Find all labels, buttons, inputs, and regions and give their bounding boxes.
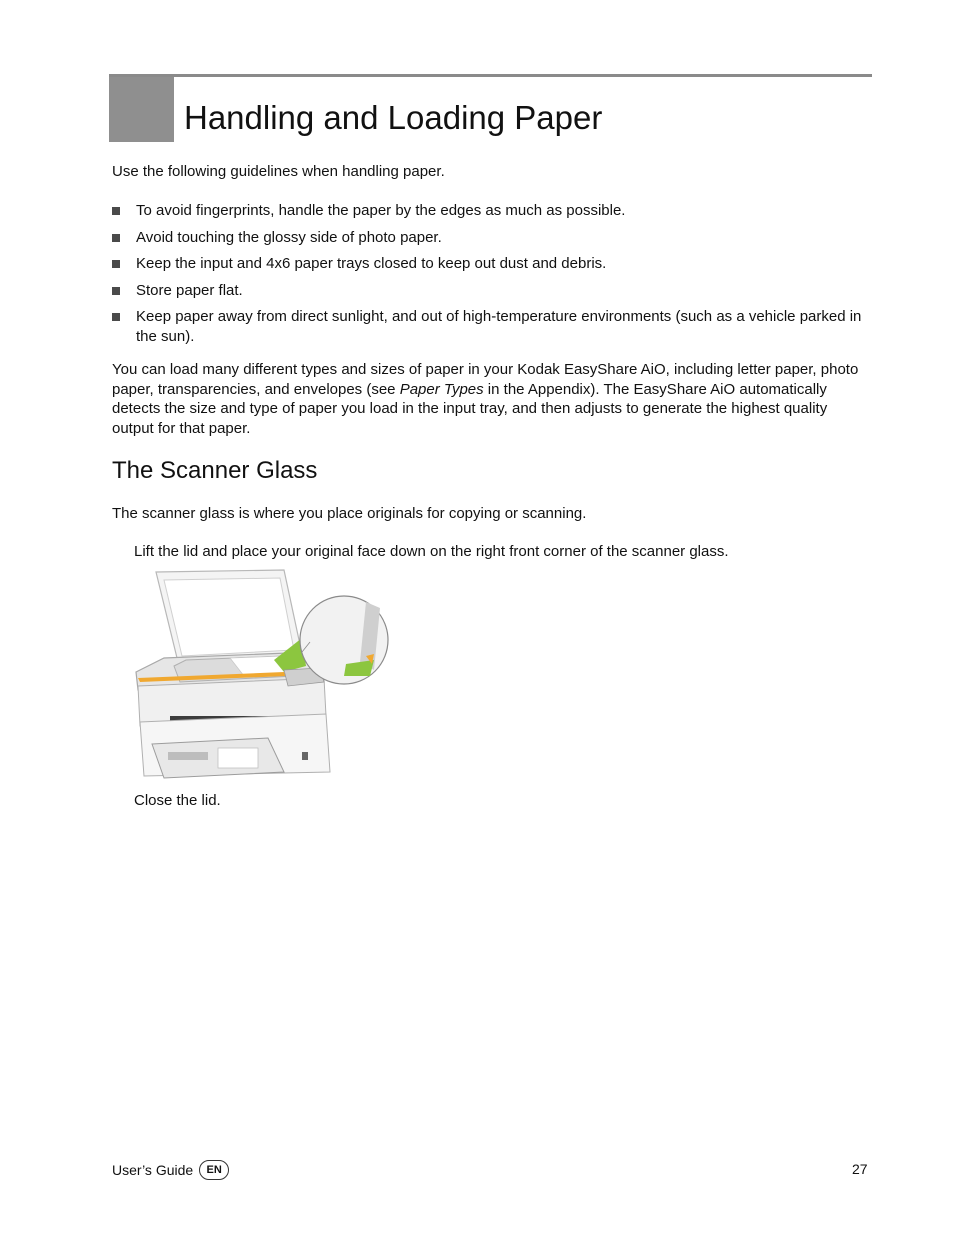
bullet-square-icon [112,287,120,295]
page-title: Handling and Loading Paper [184,99,603,136]
list-item [112,254,862,274]
bullet-square-icon [112,207,120,215]
language-badge-icon: EN [199,1160,229,1180]
list-item-text: Store paper flat. [136,281,243,299]
intro-text: Use the following guidelines when handling paper. [112,163,445,180]
scanner-illustration [134,566,390,780]
paragraph-text-start: You can load many different types and sizes of paper in your Kodak EasyShare AiO, including letter paper, photo paper, transparencies, and envelopes (see [112,361,859,398]
list-item [112,281,862,301]
list-item-text: Avoid touching the glossy side of photo paper. [136,228,442,246]
footer-guide-label: User’s Guide [112,1162,194,1178]
footer-guide [112,1160,229,1180]
section-heading: The Scanner Glass [112,457,318,484]
list-item [112,201,862,221]
list-item-text: To avoid fingerprints, handle the paper by the edges as much as possible. [136,202,626,219]
header-rule [109,74,872,77]
list-item [112,228,862,248]
paper-types-paragraph [112,360,872,438]
step-lift-lid: Lift the lid and place your original face down on the right front corner of the scanner glass. [134,543,729,560]
paper-types-reference: Paper Types [399,380,484,398]
section-intro: The scanner glass is where you place originals for copying or scanning. [112,505,587,522]
list-item-text: Keep paper away from direct sunlight, and out of high-temperature environments (such as a vehicle parked in the sun). [136,308,862,345]
list-item [112,307,862,346]
list-item-text: Keep the input and 4x6 paper trays closed to keep out dust and debris. [136,255,607,272]
bullet-square-icon [112,260,120,268]
paragraph-text-end: in the Appendix). The EasyShare AiO automatically detects the size and type of paper you load in the input tray, and then adjusts to generate the highest quality output for that paper. [112,380,828,437]
bullet-square-icon [112,313,120,321]
chapter-tab-block [109,77,174,142]
page-number: 27 [852,1161,868,1177]
guideline-list [112,201,862,353]
step-close-lid: Close the lid. [134,792,221,809]
bullet-square-icon [112,234,120,242]
